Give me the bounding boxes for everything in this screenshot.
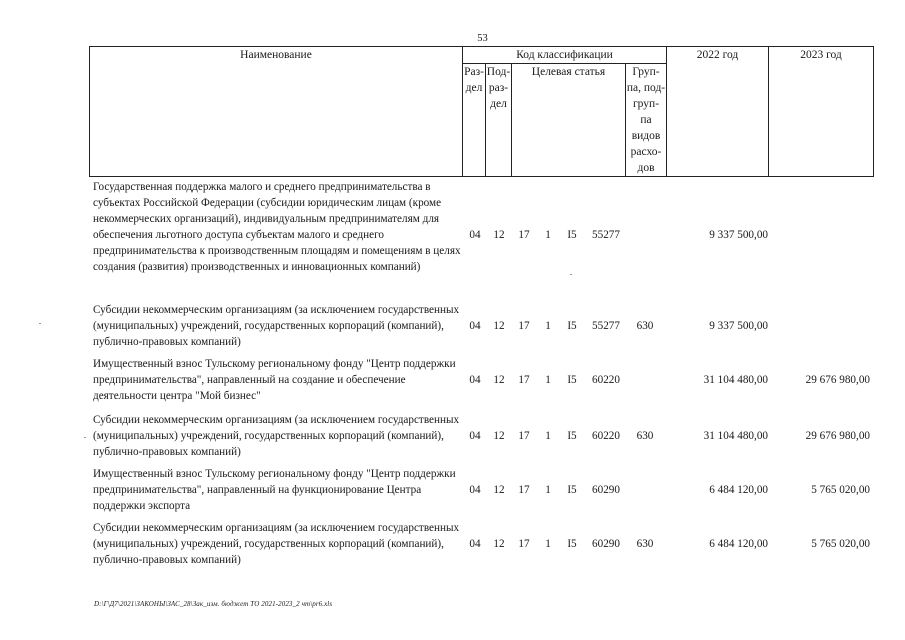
row-amount-2022: 31 104 480,00 — [703, 374, 768, 386]
row-amount-2023: 5 765 020,00 — [811, 484, 870, 496]
row-name: Субсидии некоммерческим организациям (за исключением государственных (муниципальных) учреждений, государственных корпораций (компаний), публично-правовых компаний) — [93, 522, 460, 566]
row-target-article-4: 55277 — [592, 229, 620, 241]
row-target-article-2: 1 — [545, 374, 551, 386]
row-target-article-2: 1 — [545, 229, 551, 241]
header-section: Раз- дел — [463, 64, 486, 177]
file-path-footer: D:\Г\Д7\2021\ЗАКОНЫ\ЗАС_28\Зак_изм. бюджет ТО 2021-2023_2 чт\pr6.xls — [94, 600, 333, 608]
row-target-article-2: 1 — [545, 538, 551, 550]
row-target-article-1: 17 — [518, 229, 530, 241]
row-amount-2022: 9 337 500,00 — [709, 320, 768, 332]
row-target-article-2: 1 — [545, 320, 551, 332]
row-target-article-3: I5 — [567, 430, 577, 442]
row-target-article-3: I5 — [567, 320, 577, 332]
row-amount-2023: 29 676 980,00 — [805, 430, 870, 442]
row-target-article-1: 17 — [518, 374, 530, 386]
row-target-article-3: I5 — [567, 374, 577, 386]
row-target-article-2: 1 — [545, 484, 551, 496]
row-target-article-3: I5 — [567, 229, 577, 241]
row-target-article-4: 60220 — [592, 430, 620, 442]
row-expense-group: 630 — [636, 430, 654, 442]
row-target-article-4: 55277 — [592, 320, 620, 332]
row-target-article-1: 17 — [518, 484, 530, 496]
row-name: Имущественный взнос Тульскому региональному фонду "Центр поддержки предпринимательства", направленный на создание и обеспечение деятельности центра "Мой бизнес" — [93, 358, 456, 402]
row-subsection: 12 — [493, 320, 505, 332]
row-target-article-4: 60290 — [592, 484, 620, 496]
scan-speck — [39, 323, 41, 324]
header-expense-group: Груп- па, под- груп- па видов расхо- дов — [626, 64, 667, 177]
row-expense-group: 630 — [636, 320, 654, 332]
row-amount-2023: 29 676 980,00 — [805, 374, 870, 386]
page-number: 53 — [477, 33, 488, 44]
row-section: 04 — [469, 320, 481, 332]
header-subsection: Под- раз- дел — [486, 64, 512, 177]
scan-speck — [570, 274, 572, 275]
row-amount-2023: 5 765 020,00 — [811, 538, 870, 550]
row-expense-group: 630 — [636, 538, 654, 550]
row-target-article-4: 60220 — [592, 374, 620, 386]
row-section: 04 — [469, 374, 481, 386]
row-amount-2022: 6 484 120,00 — [709, 484, 768, 496]
row-target-article-1: 17 — [518, 538, 530, 550]
row-name: Государственная поддержка малого и среднего предпринимательства в субъектах Российской Федерации (субсидии юридическим лицам (кроме некоммерческих организаций), индивидуальным предпринимателям для обеспечения льготного доступа субъектам малого и среднего предпринимательства к производственным площадям и помещениям в целях создания (развития) производственных и инновационных компаний) — [93, 181, 461, 273]
row-target-article-1: 17 — [518, 430, 530, 442]
row-name: Имущественный взнос Тульскому региональному фонду "Центр поддержки предпринимательства", направленный на функционирование Центра поддержки экспорта — [93, 468, 456, 512]
row-target-article-3: I5 — [567, 484, 577, 496]
header-year-2022: 2022 год — [667, 47, 769, 177]
row-target-article-1: 17 — [518, 320, 530, 332]
header-year-2023: 2023 год — [769, 47, 874, 177]
header-classification-code: Код классификации — [463, 47, 667, 64]
row-subsection: 12 — [493, 430, 505, 442]
row-subsection: 12 — [493, 229, 505, 241]
row-amount-2022: 6 484 120,00 — [709, 538, 768, 550]
scan-speck — [84, 437, 86, 438]
row-subsection: 12 — [493, 484, 505, 496]
row-section: 04 — [469, 229, 481, 241]
row-subsection: 12 — [493, 538, 505, 550]
row-amount-2022: 9 337 500,00 — [709, 229, 768, 241]
row-subsection: 12 — [493, 374, 505, 386]
row-name: Субсидии некоммерческим организациям (за исключением государственных (муниципальных) учреждений, государственных корпораций (компаний), публично-правовых компаний) — [93, 414, 460, 458]
row-target-article-3: I5 — [567, 538, 577, 550]
header-name: Наименование — [90, 47, 463, 177]
header-target-article: Целевая статья — [512, 64, 626, 177]
row-amount-2022: 31 104 480,00 — [703, 430, 768, 442]
row-section: 04 — [469, 538, 481, 550]
row-name: Субсидии некоммерческим организациям (за исключением государственных (муниципальных) учреждений, государственных корпораций (компаний), публично-правовых компаний) — [93, 304, 460, 348]
row-section: 04 — [469, 430, 481, 442]
row-target-article-4: 60290 — [592, 538, 620, 550]
row-target-article-2: 1 — [545, 430, 551, 442]
row-section: 04 — [469, 484, 481, 496]
